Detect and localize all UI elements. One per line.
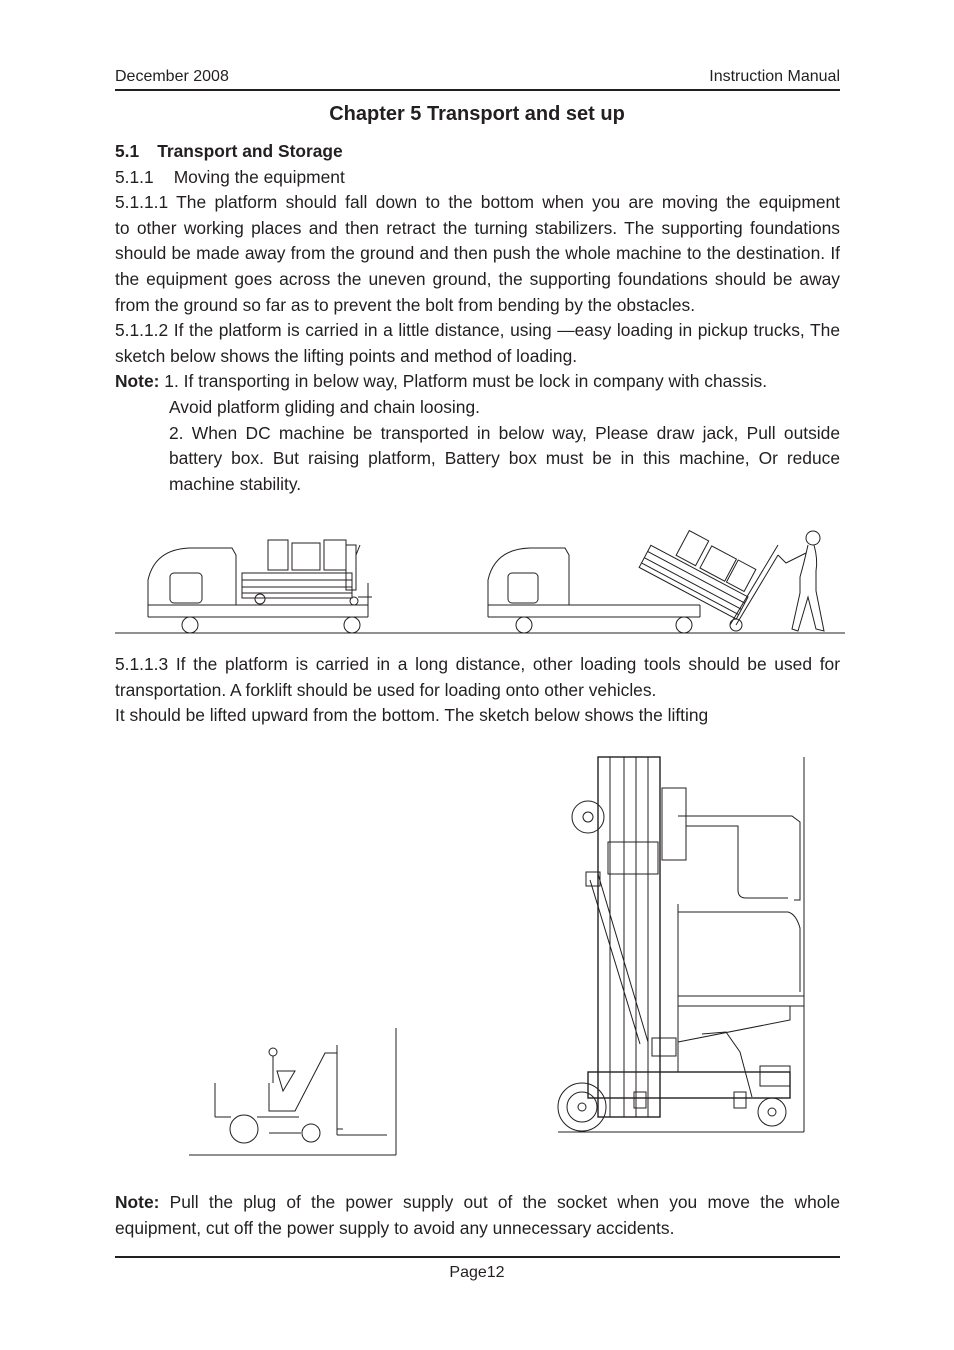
section-5-1-1-3 bbox=[115, 652, 840, 729]
paragraph-5-1-1-3-line3: It should be lifted upward from the bottom. The sketch below shows the lifting bbox=[115, 705, 709, 726]
platform-basket bbox=[662, 788, 804, 1072]
truck-2 bbox=[488, 548, 700, 633]
note-item-2: 2. When DC machine be transported in below way, Please draw jack, Pull outside battery box. But raising platform, Battery box must be in this machine, Or reduce machine stability. bbox=[169, 422, 840, 494]
paragraph-5-1-1-1: to other working places and then retract the turning stabilizers. The supporting foundations should be made away from the ground and then push the whole machine to the destination. If the equipment goes across the uneven ground, the supporting foundations should be away from the ground so far as to prevent the bolt from bending by the obstacles. bbox=[115, 217, 840, 315]
header-title: Instruction Manual bbox=[709, 68, 840, 85]
paragraph-5-1-1-3: 5.1.1.3 If the platform is carried in a long distance, other loading tools should be used for transportation. A forklift should be used for loading onto other vehicles. bbox=[115, 654, 840, 700]
page-number: Page12 bbox=[449, 1264, 505, 1281]
subsection-title: Moving the equipment bbox=[173, 166, 345, 187]
paragraph-5-1-1-1-line1: 5.1.1.1 The platform should fall down to the bottom when you are moving the equipment bbox=[115, 192, 840, 213]
pickup-loading-illustration bbox=[110, 525, 850, 641]
subsection-number: 5.1.1 bbox=[115, 166, 154, 187]
wheel-top bbox=[572, 801, 604, 833]
base-chassis bbox=[558, 1032, 790, 1131]
footer-rule bbox=[115, 1256, 840, 1258]
forklift-illustration bbox=[185, 1025, 400, 1160]
section-block bbox=[115, 139, 840, 497]
note-item-1-continued: Avoid platform gliding and chain loosing. bbox=[169, 396, 480, 417]
section-number: 5.1 bbox=[115, 141, 140, 161]
section-heading bbox=[115, 139, 840, 165]
chapter-title: Chapter 5 Transport and set up bbox=[329, 103, 625, 125]
section-title: Transport and Storage bbox=[157, 141, 343, 161]
platform-side-view-illustration bbox=[552, 752, 812, 1137]
outrigger-arm bbox=[586, 872, 648, 1044]
platform-lying-1 bbox=[242, 540, 372, 605]
worker-figure bbox=[778, 531, 824, 631]
subsection-heading bbox=[115, 165, 840, 191]
note-item-1: Note: 1. If transporting in below way, Platform must be lock in company with chassis. bbox=[115, 371, 768, 392]
note-2-block bbox=[115, 1190, 840, 1241]
header-date: December 2008 bbox=[115, 68, 229, 85]
truck-1 bbox=[148, 548, 368, 633]
header-rule bbox=[115, 89, 840, 91]
note-2-label: Note: bbox=[115, 1192, 160, 1212]
note-2-text: Note: Pull the plug of the power supply out of the socket when you move the whole equipment, cut off the power supply to avoid any unnecessary accidents. bbox=[115, 1192, 840, 1238]
note-label: Note: bbox=[115, 371, 160, 392]
paragraph-5-1-1-2: 5.1.1.2 If the platform is carried in a little distance, using —easy loading in pickup trucks, The sketch below shows the lifting points and method of loading. bbox=[115, 320, 840, 366]
